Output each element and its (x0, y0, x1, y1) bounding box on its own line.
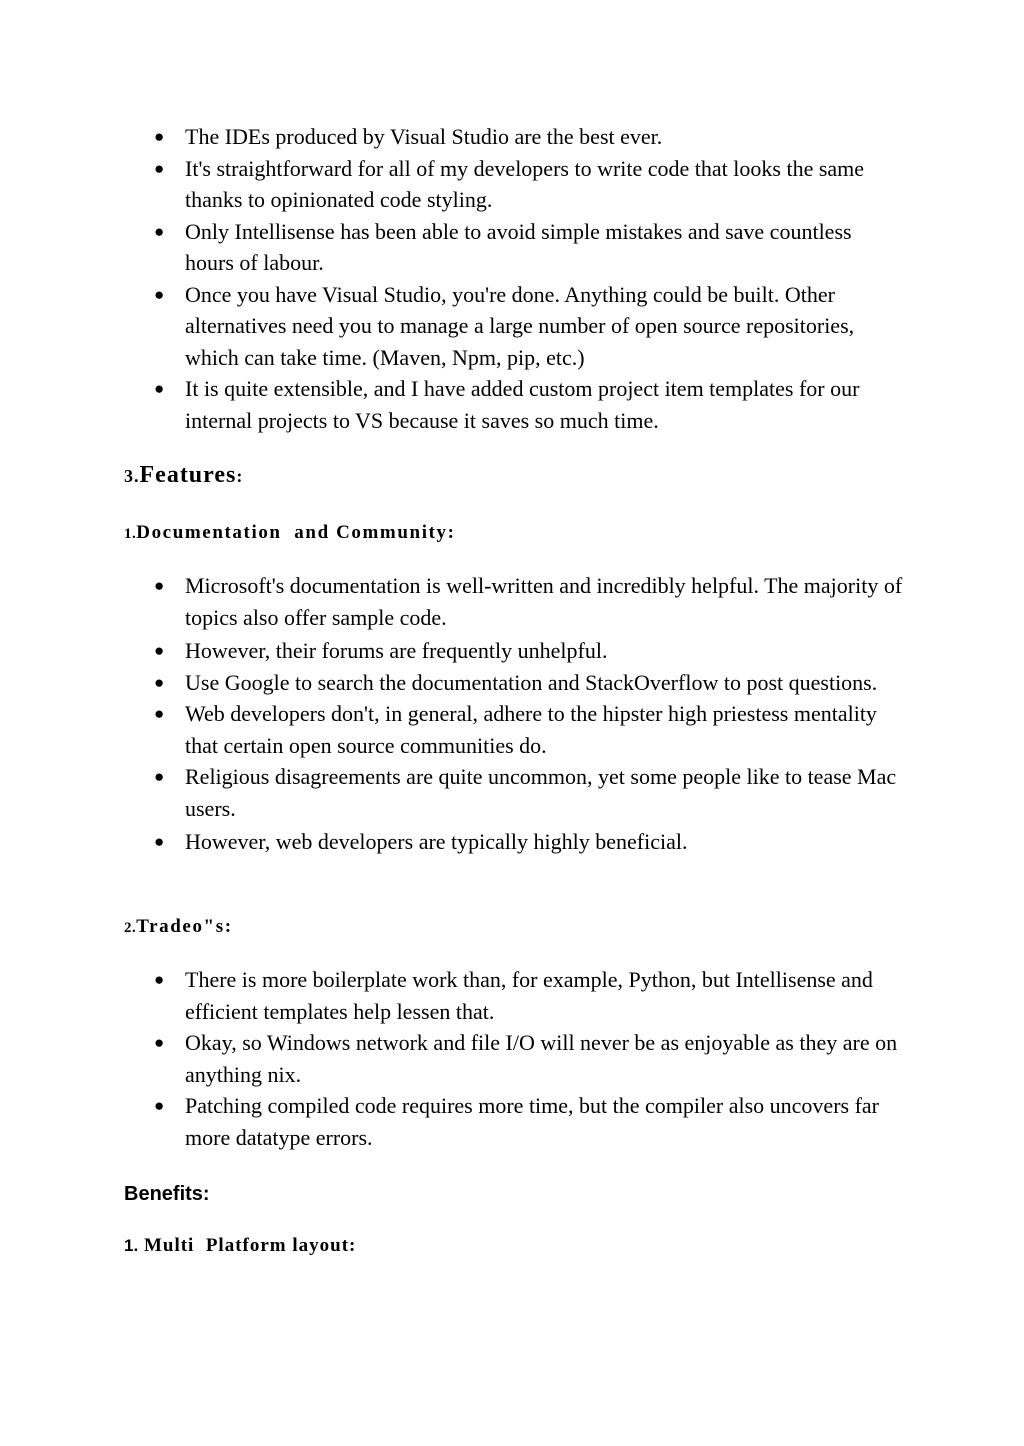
tradeoffs-title: Tradeo"s: (136, 916, 233, 937)
bullet-icon: ● (154, 158, 165, 178)
list-item (154, 373, 904, 436)
list-item-text: Religious disagreements are quite uncommon, yet some people like to tease Mac users. (185, 764, 897, 821)
list-item (154, 667, 904, 699)
features-colon: : (236, 466, 244, 486)
list-item-text: Patching compiled code requires more time, but the compiler also uncovers far more datatype errors. (185, 1093, 879, 1150)
list-item-text: There is more boilerplate work than, for example, Python, but Intellisense and efficient templates help lessen that. (185, 967, 873, 1024)
tradeoffs-heading (124, 916, 233, 938)
intro-bullet-list (154, 121, 904, 436)
multi-platform-heading (124, 1235, 356, 1257)
list-item (154, 216, 904, 279)
list-item-text: Once you have Visual Studio, you're done. Anything could be built. Other alternatives need you to manage a large number of open source repositories, which can take time. (Maven, Npm, pip, etc.) (185, 281, 855, 370)
bullet-icon: ● (154, 127, 165, 146)
bullet-icon: ● (154, 641, 165, 660)
list-item-text: Microsoft's documentation is well-written and incredibly helpful. The majority of topics also offer sample code. (185, 573, 903, 630)
list-item (154, 121, 904, 153)
bullet-icon: ● (154, 767, 165, 786)
list-item-text: It's straightforward for all of my developers to write code that looks the same thanks to opinionated code styling. (185, 155, 865, 212)
list-item-text: Okay, so Windows network and file I/O will never be as enjoyable as they are on anything nix. (185, 1030, 898, 1087)
list-item-text: Only Intellisense has been able to avoid simple mistakes and save countless hours of labour. (185, 218, 852, 275)
list-item (154, 964, 904, 1027)
documentation-number: 1. (124, 526, 137, 542)
list-item (154, 279, 904, 374)
bullet-icon: ● (154, 704, 165, 723)
list-item (154, 635, 904, 667)
list-item-text: However, their forums are frequently unhelpful. (185, 638, 608, 663)
documentation-title: Documentation and Community: (136, 522, 456, 543)
bullet-icon: ● (154, 284, 165, 304)
list-item (154, 153, 904, 216)
multi-platform-number: 1. (124, 1236, 139, 1255)
list-item-text: It is quite extensible, and I have added custom project item templates for our internal projects to VS because it saves so much time. (185, 376, 860, 433)
list-item (154, 761, 904, 824)
documentation-heading (124, 522, 456, 544)
list-item (154, 1090, 904, 1153)
list-item-text: Use Google to search the documentation and StackOverflow to post questions. (185, 669, 878, 695)
bullet-icon: ● (154, 970, 165, 989)
bullet-icon: ● (154, 576, 165, 595)
list-item (154, 826, 904, 858)
bullet-icon: ● (154, 221, 165, 241)
features-title: Features (139, 462, 237, 488)
list-item-text: Web developers don't, in general, adhere to the hipster high priestess mentality that certain open source communities do. (185, 701, 877, 758)
benefits-heading: Benefits: (124, 1183, 210, 1205)
list-item (154, 1027, 904, 1090)
bullet-icon: ● (154, 379, 165, 398)
bullet-icon: ● (154, 672, 165, 692)
bullet-icon: ● (154, 1096, 165, 1115)
tradeoffs-number: 2. (124, 920, 137, 936)
bullet-icon: ● (154, 1033, 165, 1052)
multi-platform-title: Multi Platform layout: (143, 1235, 357, 1256)
features-heading (124, 462, 243, 489)
list-item (154, 570, 904, 633)
documentation-bullet-list (154, 570, 904, 858)
list-item-text: However, web developers are typically highly beneficial. (185, 829, 688, 854)
bullet-icon: ● (154, 832, 165, 851)
list-item (154, 698, 904, 761)
tradeoffs-bullet-list (154, 964, 904, 1153)
list-item-text: The IDEs produced by Visual Studio are the best ever. (185, 124, 663, 149)
features-number: 3. (124, 466, 140, 486)
